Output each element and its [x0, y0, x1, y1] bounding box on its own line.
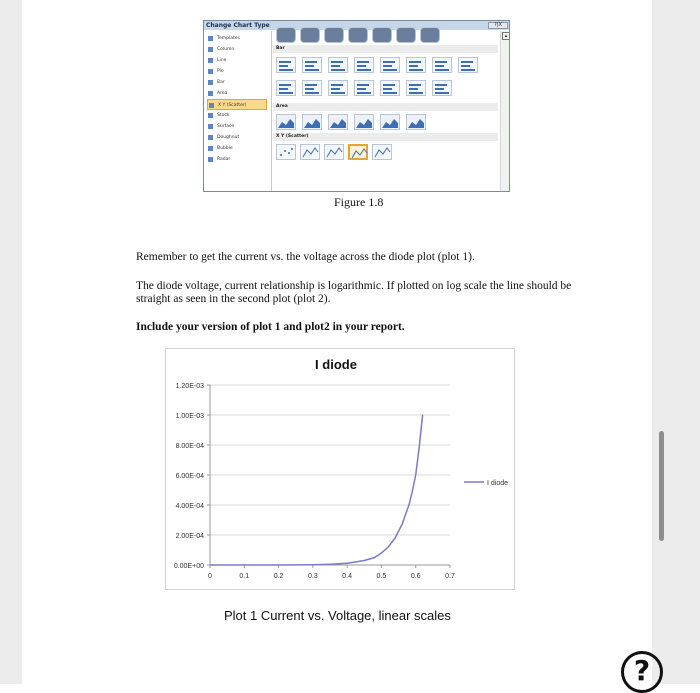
x-tick-label: 0.4	[342, 573, 353, 580]
chart-type-label: Doughnut	[217, 135, 240, 140]
x-tick-label: 0	[208, 573, 212, 580]
doughnut-chart-icon	[208, 135, 213, 140]
x-tick-label: 0.6	[410, 573, 421, 580]
chart-thumbnail	[300, 27, 320, 43]
thumbnail-mark	[383, 84, 395, 86]
area-thumbnail-svg	[303, 115, 321, 129]
series-point	[388, 546, 389, 547]
thumbnail-mark	[383, 88, 392, 90]
chart-type-list	[205, 31, 269, 191]
y-tick-label: 8.00E-04	[175, 443, 204, 450]
y-tick-label: 0.00E+00	[173, 563, 204, 570]
right-margin	[652, 0, 700, 684]
area-thumbnail-svg	[407, 115, 425, 129]
chart-thumbnail	[348, 144, 368, 160]
thumbnail-mark	[357, 61, 369, 63]
thumbnail-mark	[409, 61, 421, 63]
series-point	[209, 564, 210, 565]
scroll-up-icon: ▴	[502, 32, 510, 40]
section-scatter-label: X Y (Scatter)	[273, 133, 498, 141]
thumbnail-mark	[305, 84, 317, 86]
thumbnail-mark	[331, 61, 343, 63]
column-chart-icon	[208, 47, 213, 52]
thumbnail-mark	[409, 65, 418, 67]
chart-thumbnail	[324, 144, 344, 160]
chart-thumbnail	[276, 80, 296, 96]
folder-icon	[208, 36, 213, 41]
section-area-label: Area	[273, 103, 498, 111]
series-line	[210, 415, 423, 565]
paragraph-3: Include your version of plot 1 and plot2 in your report.	[136, 321, 405, 333]
thumbnail-mark	[331, 69, 345, 71]
y-tick-label: 4.00E-04	[175, 503, 204, 510]
series-point	[408, 504, 409, 505]
series-point	[261, 564, 262, 565]
legend-label: I diode	[487, 480, 509, 487]
series-point	[364, 560, 365, 561]
thumbnail-mark	[305, 61, 317, 63]
series-point	[374, 557, 375, 558]
thumbnail-mark	[409, 69, 423, 71]
help-icon[interactable]: ?	[621, 651, 663, 693]
thumbnail-mark	[305, 69, 319, 71]
thumbnail-mark	[331, 88, 340, 90]
chart-type-item	[207, 110, 267, 121]
chart-type-item	[207, 44, 267, 55]
thumbnail-mark	[435, 92, 449, 94]
series-point	[422, 414, 423, 415]
chart-type-item	[207, 88, 267, 99]
thumbnail-mark	[461, 61, 473, 63]
thumbnail-mark	[279, 61, 291, 63]
chart-thumbnail	[406, 57, 426, 73]
chart-type-item	[207, 66, 267, 77]
radar-chart-icon	[208, 157, 213, 162]
scrollbar[interactable]	[659, 431, 664, 541]
chart-type-item	[207, 33, 267, 44]
plot-caption: Plot 1 Current vs. Voltage, linear scales	[224, 608, 451, 623]
chart-type-label: Column	[217, 47, 235, 52]
chart-thumbnail	[380, 114, 400, 130]
x-tick-label: 0.3	[307, 573, 318, 580]
area-thumbnail-svg	[381, 115, 399, 129]
thumbnail-mark	[357, 65, 366, 67]
series-point	[412, 491, 413, 492]
thumbnail-mark	[279, 92, 293, 94]
chart-type-label: Line	[217, 58, 227, 63]
chart-thumbnail	[302, 80, 322, 96]
change-chart-type-dialog-image	[203, 20, 510, 192]
chart-canvas	[166, 349, 514, 589]
paragraph-2: The diode voltage, current relationship is logarithmic. If plotted on log scale the line should be straight as seen in the second plot (plot 2).	[136, 280, 572, 305]
thumbnail-mark	[331, 92, 345, 94]
scatter-line-thumbnail-svg	[350, 146, 368, 160]
thumbnail-mark	[331, 84, 343, 86]
chart-thumbnail	[276, 27, 296, 43]
chart-type-label: Stock	[217, 113, 230, 118]
chart-type-label: Radar	[217, 157, 231, 162]
scatter-thumbnail-svg	[277, 145, 295, 159]
thumbnail-mark	[357, 92, 371, 94]
chart-thumbnail	[380, 80, 400, 96]
thumbnail-mark	[461, 69, 475, 71]
chart-gallery	[273, 31, 498, 191]
chart-thumbnail	[406, 80, 426, 96]
chart-type-label: Pie	[217, 69, 224, 74]
series-point	[381, 552, 382, 553]
area-chart-icon	[208, 91, 213, 96]
chart-type-label: Surface	[217, 124, 235, 129]
series-point	[227, 564, 228, 565]
area-thumbnail-svg	[329, 115, 347, 129]
thumbnail-mark	[305, 92, 319, 94]
thumbnail-mark	[279, 84, 291, 86]
surface-chart-icon	[208, 124, 213, 129]
y-tick-label: 1.20E-03	[175, 383, 204, 390]
series-point	[278, 564, 279, 565]
thumbnail-mark	[383, 92, 397, 94]
series-point	[312, 564, 313, 565]
chart-thumbnail	[348, 27, 368, 43]
thumbnail-mark	[435, 61, 447, 63]
chart-thumbnail	[372, 144, 392, 160]
area-thumbnail-svg	[277, 115, 295, 129]
chart-type-label: X Y (Scatter)	[218, 103, 247, 108]
thumbnail-mark	[409, 92, 423, 94]
series-point	[329, 564, 330, 565]
section-bar-label: Bar	[273, 45, 498, 53]
series-point	[244, 564, 245, 565]
line-chart-icon	[208, 58, 213, 63]
i-diode-chart	[165, 348, 515, 590]
chart-thumbnail	[432, 80, 452, 96]
thumbnail-mark	[331, 65, 340, 67]
thumbnail-mark	[461, 65, 470, 67]
thumbnail-mark	[357, 84, 369, 86]
area-thumbnail-svg	[355, 115, 373, 129]
chart-thumbnail	[406, 114, 426, 130]
chart-type-item	[207, 99, 267, 110]
bubble-chart-icon	[208, 146, 213, 151]
thumbnail-mark	[279, 69, 293, 71]
series-point	[395, 537, 396, 538]
chart-type-label: Bubble	[217, 146, 233, 151]
chart-thumbnail	[328, 114, 348, 130]
chart-thumbnail	[354, 57, 374, 73]
chart-thumbnail	[300, 144, 320, 160]
pie-chart-icon	[208, 69, 213, 74]
thumbnail-mark	[435, 84, 447, 86]
chart-type-item	[207, 121, 267, 132]
chart-title: I diode	[315, 357, 357, 372]
series-point	[295, 564, 296, 565]
thumbnail-mark	[383, 69, 397, 71]
chart-thumbnail	[420, 27, 440, 43]
thumbnail-mark	[305, 65, 314, 67]
dialog-scrollbar	[500, 31, 510, 191]
chart-thumbnail	[328, 57, 348, 73]
dialog-window-controls: ?|X	[488, 22, 508, 29]
chart-type-item	[207, 154, 267, 165]
thumbnail-mark	[435, 88, 444, 90]
chart-thumbnail	[276, 114, 296, 130]
y-tick-label: 2.00E-04	[175, 533, 204, 540]
thumbnail-mark	[357, 69, 371, 71]
paragraph-1: Remember to get the current vs. the voltage across the diode plot (plot 1).	[136, 251, 475, 263]
chart-type-label: Templates	[217, 36, 240, 41]
chart-thumbnail	[354, 80, 374, 96]
divider	[271, 31, 272, 191]
chart-type-item	[207, 143, 267, 154]
chart-thumbnail	[328, 80, 348, 96]
thumbnail-mark	[435, 69, 449, 71]
y-tick-label: 6.00E-04	[175, 473, 204, 480]
thumbnail-mark	[435, 65, 444, 67]
stock-chart-icon	[208, 113, 213, 118]
chart-thumbnail	[432, 57, 452, 73]
chart-thumbnail	[302, 57, 322, 73]
series-point	[347, 563, 348, 564]
thumbnail-mark	[357, 88, 366, 90]
chart-type-item	[207, 55, 267, 66]
thumbnail-mark	[383, 65, 392, 67]
x-tick-label: 0.5	[376, 573, 387, 580]
thumbnail-mark	[279, 65, 288, 67]
chart-thumbnail	[276, 57, 296, 73]
chart-thumbnail	[396, 27, 416, 43]
scatter-line-thumbnail-svg	[301, 145, 319, 159]
thumbnail-mark	[409, 88, 418, 90]
series-point	[419, 447, 420, 448]
x-tick-label: 0.7	[445, 573, 455, 580]
y-tick-label: 1.00E-03	[175, 413, 204, 420]
thumbnail-mark	[409, 84, 421, 86]
chart-thumbnail	[458, 57, 478, 73]
scatter-line-thumbnail-svg	[373, 145, 391, 159]
chart-thumbnail	[372, 27, 392, 43]
series-point	[401, 524, 402, 525]
thumbnail-mark	[305, 88, 314, 90]
series-point	[415, 474, 416, 475]
x-tick-label: 0.2	[273, 573, 284, 580]
chart-type-label: Area	[217, 91, 228, 96]
thumbnail-mark	[279, 88, 288, 90]
left-margin	[0, 0, 22, 684]
bar-chart-icon	[208, 80, 213, 85]
chart-type-item	[207, 77, 267, 88]
chart-thumbnail	[380, 57, 400, 73]
chart-type-label: Bar	[217, 80, 225, 85]
thumbnail-mark	[383, 61, 395, 63]
scatter-chart-icon	[209, 103, 214, 108]
chart-thumbnail	[324, 27, 344, 43]
chart-thumbnail	[354, 114, 374, 130]
scatter-line-thumbnail-svg	[325, 145, 343, 159]
chart-type-item	[207, 132, 267, 143]
x-tick-label: 0.1	[239, 573, 250, 580]
chart-thumbnail	[276, 144, 296, 160]
dialog-title: Change Chart Type	[204, 21, 509, 30]
figure-caption: Figure 1.8	[334, 195, 384, 209]
chart-thumbnail	[302, 114, 322, 130]
